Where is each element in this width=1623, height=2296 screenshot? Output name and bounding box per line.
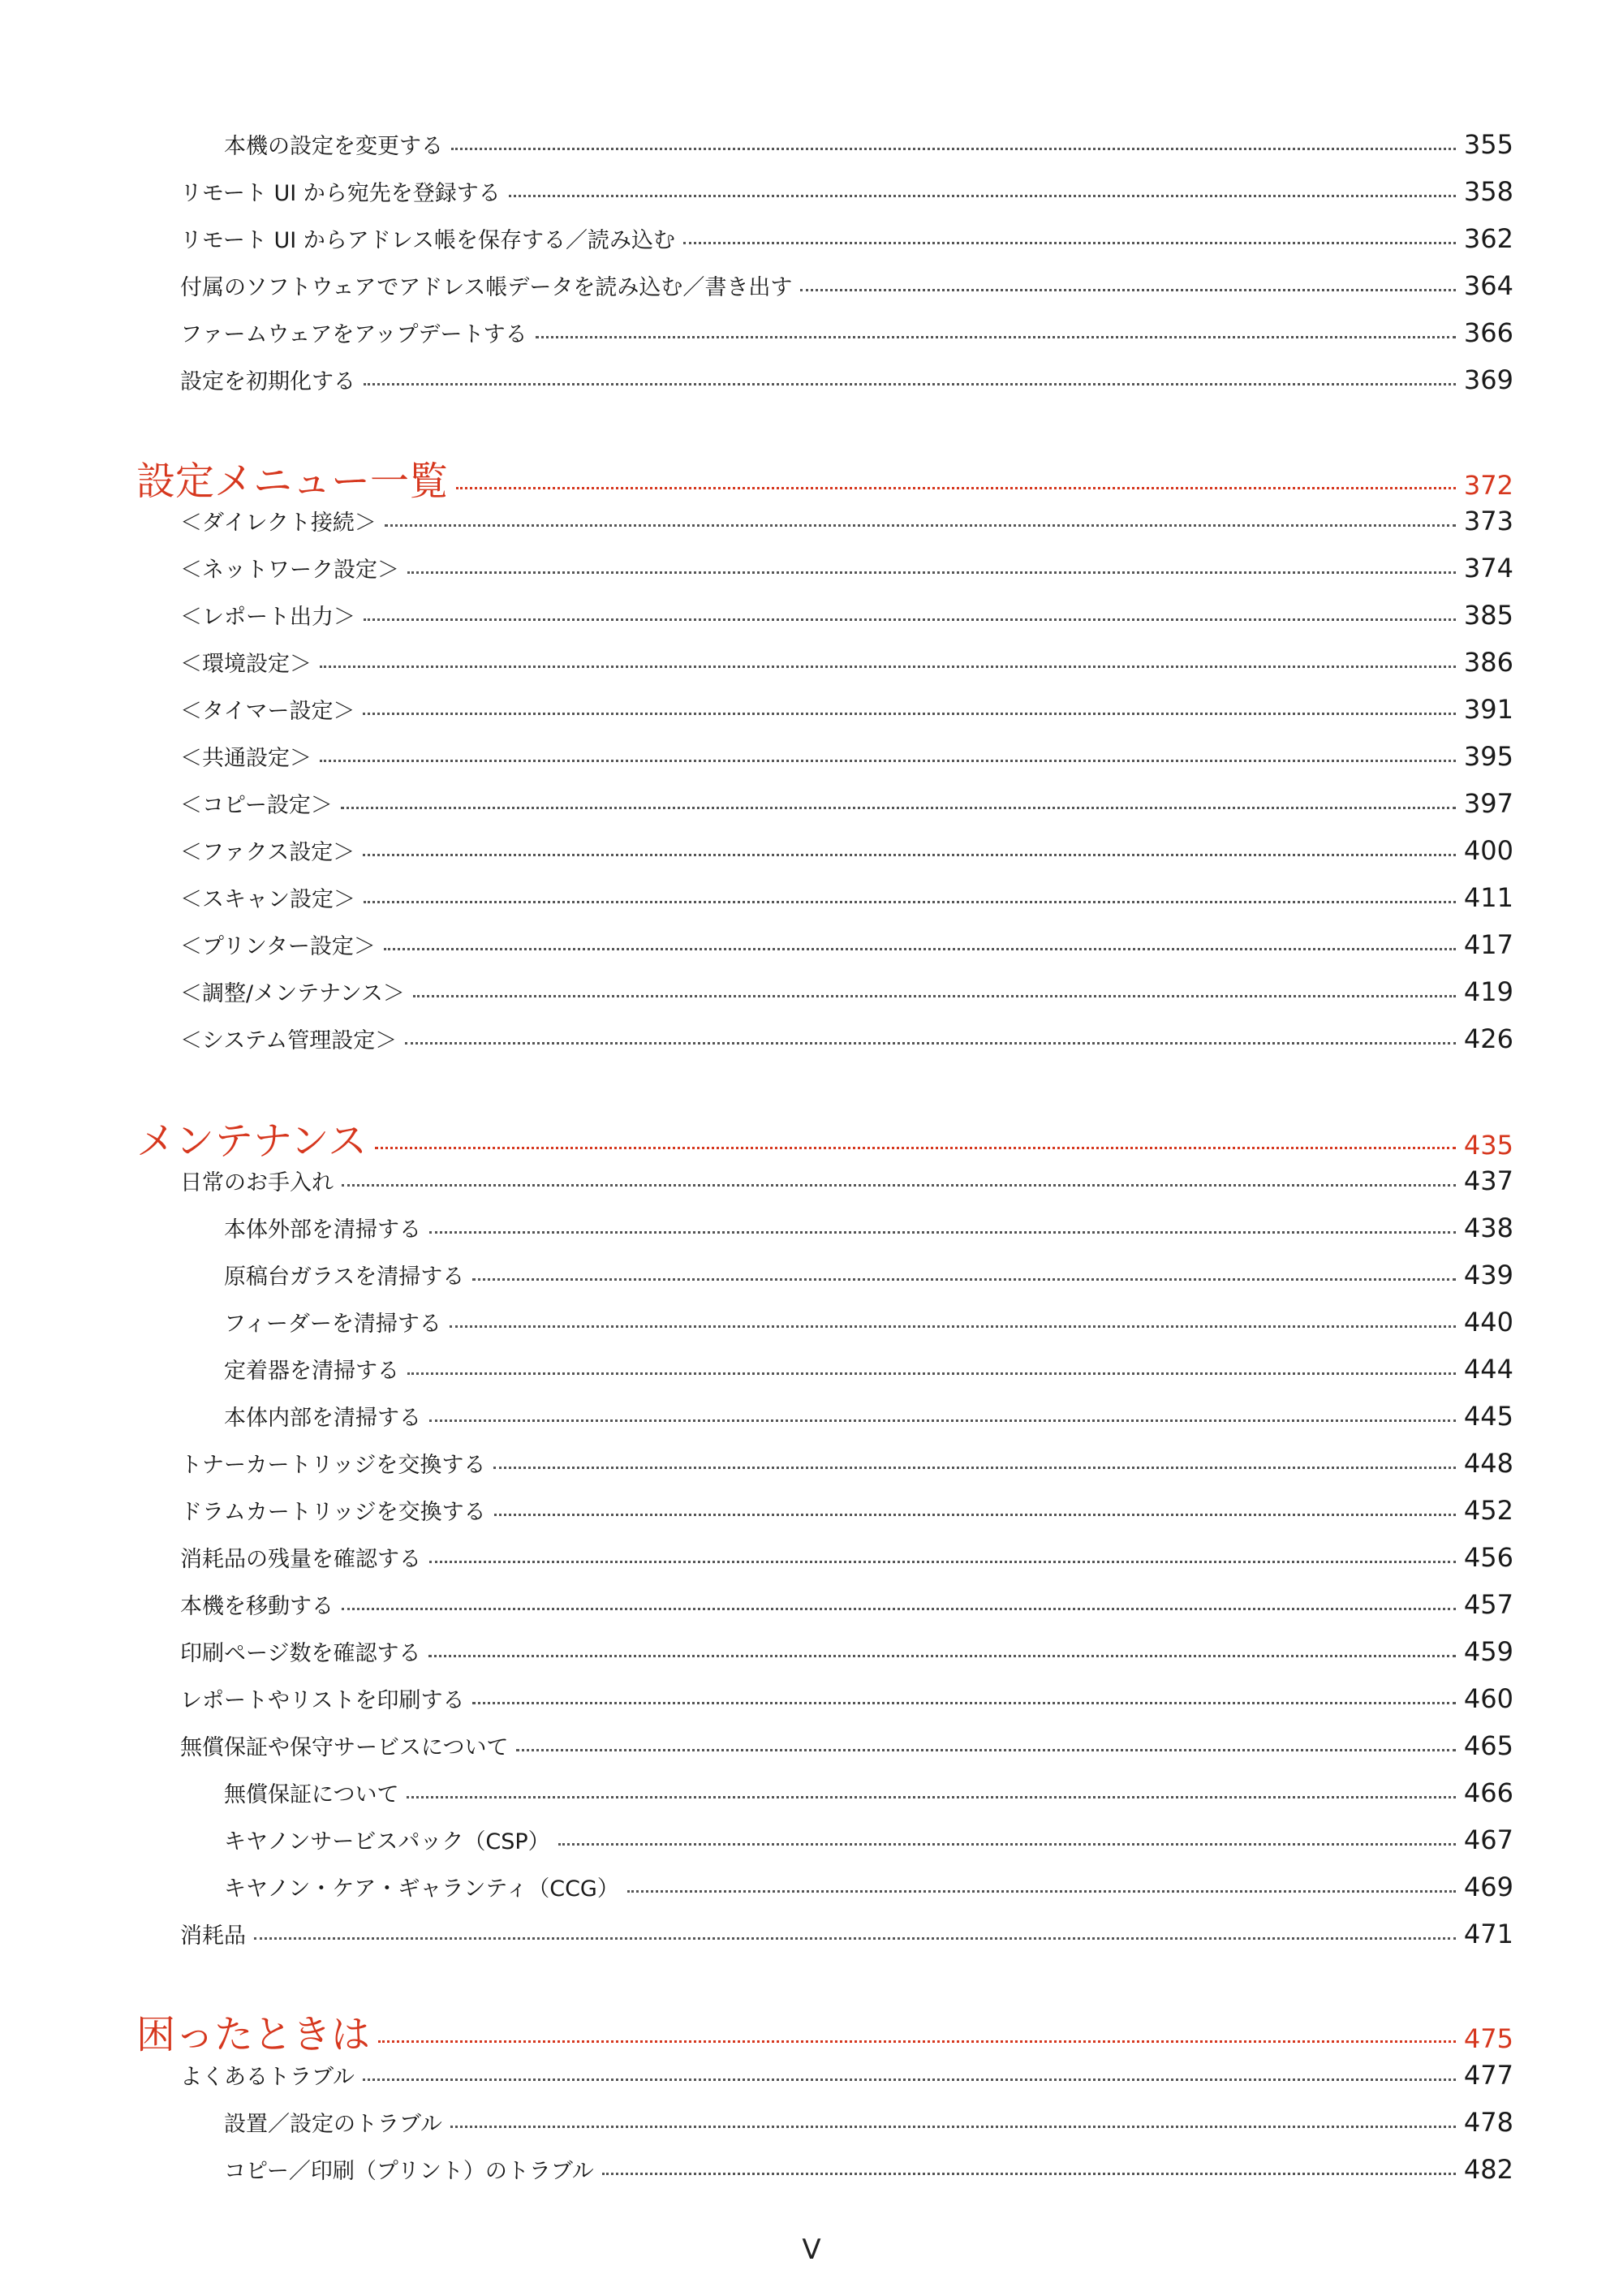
toc-page-number: 358 (1463, 176, 1513, 207)
toc-entry-title: よくあるトラブル (180, 2065, 355, 2090)
dot-leader (456, 487, 1456, 489)
toc-chapter[interactable] (136, 2003, 1513, 2059)
toc-page-number: 373 (1463, 506, 1513, 536)
toc-entry[interactable] (224, 1400, 1513, 1432)
toc-entry[interactable] (224, 1212, 1513, 1243)
toc-page-number: 364 (1463, 270, 1513, 301)
toc-page-number: 469 (1463, 1872, 1513, 1902)
toc-entry-title: ＜レポート出力＞ (180, 605, 355, 630)
toc-entry[interactable] (180, 1682, 1513, 1714)
toc-page-number: 438 (1463, 1213, 1513, 1243)
dot-leader (364, 901, 1456, 903)
toc-entry-title: リモート UI からアドレス帳を保存する／読み込む (180, 228, 675, 253)
toc-entry-title: キヤノンサービスパック（CSP） (224, 1829, 550, 1854)
toc-entry-title: ＜ダイレクト接続＞ (180, 510, 377, 536)
toc-page-number: 439 (1463, 1260, 1513, 1290)
toc-entry-title: 本体外部を清掃する (224, 1217, 421, 1243)
toc-entry[interactable] (180, 552, 1513, 584)
toc-entry-title: ＜ファクス設定＞ (180, 840, 355, 865)
toc-page-number: 411 (1463, 882, 1513, 913)
toc-entry[interactable] (180, 505, 1513, 536)
toc-entry[interactable] (180, 1541, 1513, 1573)
toc-entry-title: 本体内部を清掃する (224, 1406, 421, 1431)
toc-page-number: 366 (1463, 317, 1513, 348)
dot-leader (602, 2173, 1456, 2175)
toc-chapter[interactable] (136, 1109, 1513, 1165)
toc-entry-title: リモート UI から宛先を登録する (180, 181, 501, 206)
toc-page-number: 400 (1463, 835, 1513, 866)
toc-entry[interactable] (224, 1353, 1513, 1385)
toc-entry[interactable] (224, 128, 1513, 160)
toc-entry-title: ＜システム管理設定＞ (180, 1028, 398, 1053)
dot-leader (254, 1937, 1456, 1940)
dot-leader (472, 1278, 1456, 1281)
toc-page-number: 478 (1463, 2107, 1513, 2138)
dot-leader (413, 995, 1456, 997)
toc-entry-title: ＜調整/メンテナンス＞ (180, 981, 405, 1006)
toc-entry-title: 設定メニュー一覧 (136, 459, 449, 504)
toc-entry[interactable] (180, 1918, 1513, 1949)
toc-entry-title: ＜タイマー設定＞ (180, 699, 355, 724)
toc-entry[interactable] (180, 1588, 1513, 1620)
toc-entry[interactable] (180, 317, 1513, 348)
toc-entry[interactable] (180, 175, 1513, 207)
toc-entry-title: 設置／設定のトラブル (224, 2112, 442, 2137)
toc-chapter[interactable] (136, 450, 1513, 506)
dot-leader (407, 1796, 1455, 1798)
toc-entry-title: ＜スキャン設定＞ (180, 887, 355, 912)
toc-page-number: 355 (1463, 129, 1513, 160)
toc-entry-title: 定着器を清掃する (224, 1359, 399, 1384)
toc-page-number: 448 (1463, 1448, 1513, 1479)
toc-page-number: 440 (1463, 1307, 1513, 1338)
toc-entry-title: ドラムカートリッジを交換する (180, 1500, 486, 1525)
dot-leader (683, 242, 1456, 244)
toc-entry-title: 消耗品の残量を確認する (180, 1547, 421, 1572)
toc-entry-title: 無償保証について (224, 1782, 399, 1807)
dot-leader (363, 713, 1455, 715)
toc-entry[interactable] (180, 1023, 1513, 1054)
dot-leader (384, 948, 1456, 950)
toc-entry-title: キヤノン・ケア・ギャランティ（CCG） (224, 1876, 619, 1902)
toc-entry[interactable] (224, 2153, 1513, 2185)
toc-entry-title: 設定を初期化する (180, 369, 355, 394)
toc-entry[interactable] (180, 740, 1513, 772)
dot-leader (385, 524, 1456, 527)
toc-page-number: 391 (1463, 694, 1513, 725)
toc-entry[interactable] (224, 1824, 1513, 1855)
toc-page-number: 467 (1463, 1824, 1513, 1855)
toc-page-number: 444 (1463, 1354, 1513, 1385)
toc-entry[interactable] (180, 646, 1513, 678)
dot-leader (450, 2126, 1456, 2128)
dot-leader (407, 1372, 1456, 1375)
toc-entry-title: ＜コピー設定＞ (180, 793, 333, 818)
dot-leader (494, 1514, 1456, 1516)
dot-leader (342, 1608, 1456, 1610)
toc-page-number: 475 (1463, 2023, 1513, 2054)
toc-entry-title: 困ったときは (136, 2012, 371, 2057)
toc-page-number: 477 (1463, 2060, 1513, 2091)
toc-entry[interactable] (180, 364, 1513, 395)
toc-entry-title: 付属のソフトウェアでアドレス帳データを読み込む／書き出す (180, 275, 793, 300)
dot-leader (320, 666, 1456, 668)
toc-page-number: 417 (1463, 929, 1513, 960)
toc-entry[interactable] (224, 1259, 1513, 1290)
dot-leader (342, 1184, 1456, 1187)
toc-entry[interactable] (180, 1730, 1513, 1761)
toc-entry[interactable] (180, 834, 1513, 866)
dot-leader (429, 1419, 1456, 1422)
toc-page-number: 445 (1463, 1401, 1513, 1432)
toc-entry-title: レポートやリストを印刷する (180, 1688, 465, 1713)
toc-entry-title: ＜共通設定＞ (180, 746, 312, 771)
dot-leader (405, 1042, 1456, 1045)
toc-page-number: 419 (1463, 976, 1513, 1007)
dot-leader (429, 1231, 1456, 1234)
dot-leader (375, 1147, 1456, 1149)
toc-entry-title: フィーダーを清掃する (224, 1312, 441, 1337)
dot-leader (364, 618, 1456, 621)
toc-page-number: 374 (1463, 553, 1513, 584)
toc-page-number: 460 (1463, 1683, 1513, 1714)
toc-entry-title: コピー／印刷（プリント）のトラブル (224, 2159, 594, 2184)
toc-entry[interactable] (180, 1447, 1513, 1479)
dot-leader (407, 571, 1456, 574)
toc-page-number: 466 (1463, 1777, 1513, 1808)
dot-leader (378, 2040, 1456, 2043)
dot-leader (509, 195, 1456, 197)
toc-page-number: 426 (1463, 1023, 1513, 1054)
page-number: V (802, 2234, 821, 2266)
toc-entry-title: 本機を移動する (180, 1594, 334, 1619)
toc-entry-title: メンテナンス (136, 1118, 368, 1164)
toc-entry[interactable] (180, 1165, 1513, 1196)
toc-entry[interactable] (180, 2059, 1513, 2091)
toc-entry-title: ファームウェアをアップデートする (180, 322, 527, 347)
toc-entry-title: ＜環境設定＞ (180, 652, 312, 677)
toc-page-number: 435 (1463, 1130, 1513, 1161)
toc-page-number: 471 (1463, 1919, 1513, 1949)
toc-entry[interactable] (180, 599, 1513, 631)
toc-page-number: 457 (1463, 1589, 1513, 1620)
dot-leader (363, 2078, 1456, 2081)
toc-page-number: 437 (1463, 1165, 1513, 1196)
toc-entry-title: 消耗品 (180, 1923, 246, 1949)
toc-entry[interactable] (224, 1777, 1513, 1808)
toc-page-number: 369 (1463, 364, 1513, 395)
toc-entry[interactable] (224, 1871, 1513, 1902)
dot-leader (428, 1655, 1455, 1657)
toc-entry-title: 原稿台ガラスを清掃する (224, 1264, 465, 1290)
dot-leader (493, 1467, 1456, 1469)
toc-entry-title: 無償保証や保守サービスについて (180, 1735, 509, 1760)
dot-leader (320, 760, 1456, 762)
toc-entry[interactable] (180, 928, 1513, 960)
dot-leader (627, 1890, 1456, 1893)
toc-page-number: 459 (1463, 1636, 1513, 1667)
dot-leader (558, 1843, 1456, 1846)
toc-entry[interactable] (180, 222, 1513, 254)
toc-entry-title: 本機の設定を変更する (224, 134, 443, 159)
toc-entry[interactable] (180, 1635, 1513, 1667)
toc-entry[interactable] (224, 1306, 1513, 1338)
dot-leader (472, 1702, 1455, 1704)
toc-entry[interactable] (180, 787, 1513, 819)
toc-entry[interactable] (180, 881, 1513, 913)
toc-page-number: 385 (1463, 600, 1513, 631)
dot-leader (364, 383, 1456, 386)
toc-page-number: 372 (1463, 470, 1513, 501)
toc-page-number: 397 (1463, 788, 1513, 819)
toc-entry-title: トナーカートリッジを交換する (180, 1453, 486, 1478)
toc-page-number: 395 (1463, 741, 1513, 772)
dot-leader (536, 336, 1456, 338)
toc-page-number: 452 (1463, 1495, 1513, 1526)
toc-entry[interactable] (180, 693, 1513, 725)
toc-page-number: 386 (1463, 647, 1513, 678)
toc-entry-title: 印刷ページ数を確認する (180, 1641, 421, 1666)
dot-leader (800, 289, 1456, 291)
toc-entry[interactable] (224, 2106, 1513, 2138)
toc-entry-title: ＜ネットワーク設定＞ (180, 558, 399, 583)
toc-entry-title: 日常のお手入れ (180, 1170, 334, 1195)
dot-leader (341, 807, 1456, 809)
toc-page-number: 465 (1463, 1730, 1513, 1761)
toc-page-number: 456 (1463, 1542, 1513, 1573)
toc-entry[interactable] (180, 1494, 1513, 1526)
dot-leader (363, 854, 1456, 856)
dot-leader (516, 1749, 1455, 1751)
dot-leader (429, 1561, 1456, 1563)
toc-entry[interactable] (180, 976, 1513, 1007)
toc-entry-title: ＜プリンター設定＞ (180, 934, 376, 959)
dot-leader (451, 148, 1456, 150)
toc-page-number: 362 (1463, 223, 1513, 254)
toc-page-number: 482 (1463, 2154, 1513, 2185)
toc-entry[interactable] (180, 269, 1513, 301)
dot-leader (450, 1325, 1456, 1328)
